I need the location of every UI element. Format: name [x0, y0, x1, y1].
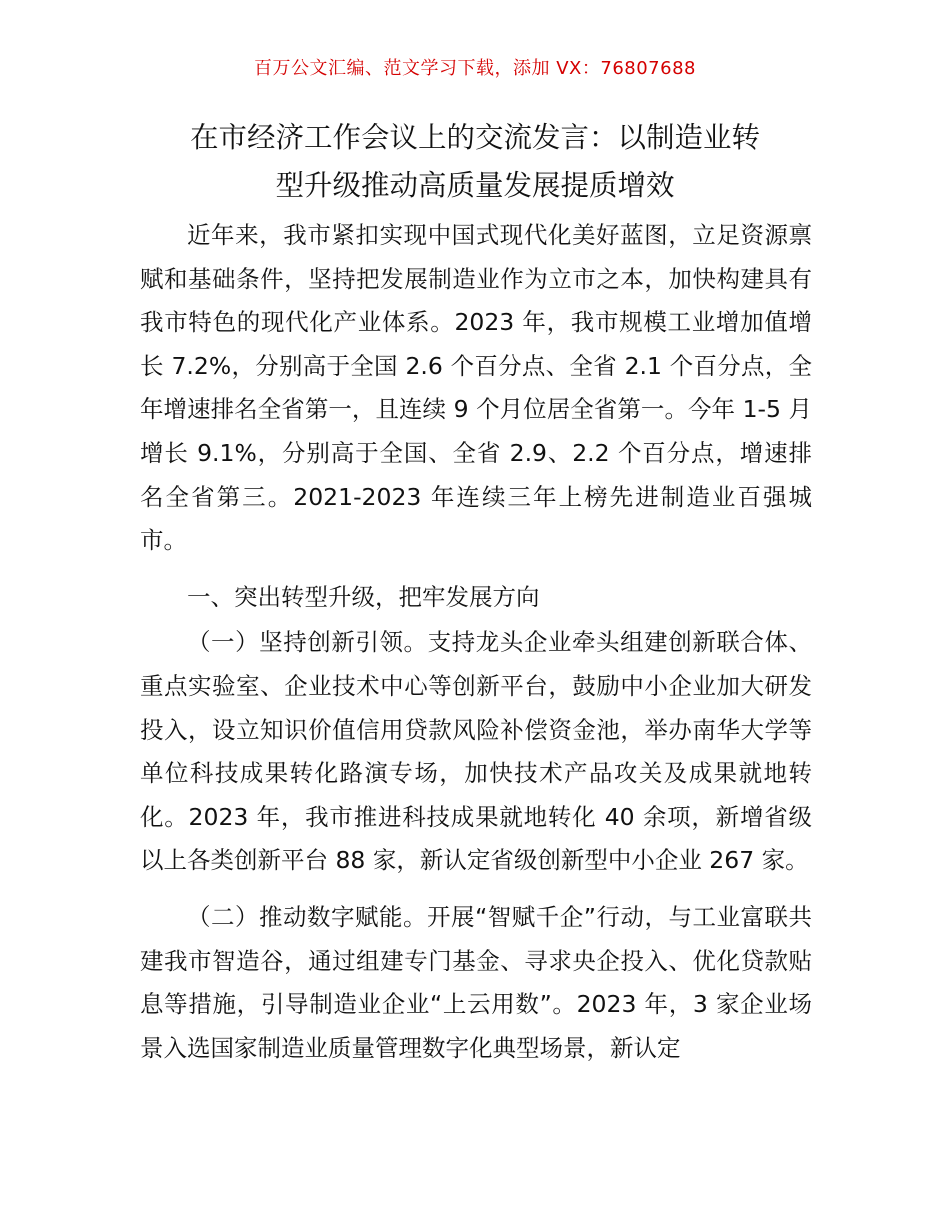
paragraph-digital: （二）推动数字赋能。开展“智赋千企”行动，与工业富联共建我市智造谷，通过组建专门基金、寻求央企投入、优化贷款贴息等措施，引导制造业企业“上云用数”。2023 年，3 家企业场景入选国家制造业质量管理数字化典型场景，新认定 — [140, 902, 812, 1062]
paragraph-innovation: （一）坚持创新引领。支持龙头企业牵头组建创新联合体、重点实验室、企业技术中心等创新平台，鼓励中小企业加大研发投入，设立知识价值信用贷款风险补偿资金池，举办南华大学等单位科技成果转化路演专场，加快技术产品攻关及成果就地转化。2023 年，我市推进科技成果就地转化 40 余项，新增省级以上各类创新平台 88 家，新认定省级创新型中小企业 267 家。 — [140, 628, 812, 875]
title-line-2: 型升级推动高质量发展提质增效 — [275, 169, 675, 202]
header-banner: 百万公文汇编、范文学习下载，添加 VX：76807688 — [254, 58, 696, 79]
section-heading: 一、突出转型升级，把牢发展方向 — [187, 582, 540, 611]
document-body — [140, 214, 812, 1070]
document-title — [140, 114, 810, 210]
paragraph-intro: 近年来，我市紧扣实现中国式现代化美好蓝图，立足资源禀赋和基础条件，坚持把发展制造业作为立市之本，加快构建具有我市特色的现代化产业体系。2023 年，我市规模工业增加值增长 7.2%，分别高于全国 2.6 个百分点、全省 2.1 个百分点，全年增速排名全省第一，且连续 9 个月位居全省第一。今年 1-5 月增长 9.1%，分别高于全国、全省 2.9、2.2 个百分点，增速排名全省第三。2021-2023 年连续三年上榜先进制造业百强城市。 — [140, 221, 812, 555]
title-line-1: 在市经济工作会议上的交流发言：以制造业转 — [189, 121, 760, 154]
